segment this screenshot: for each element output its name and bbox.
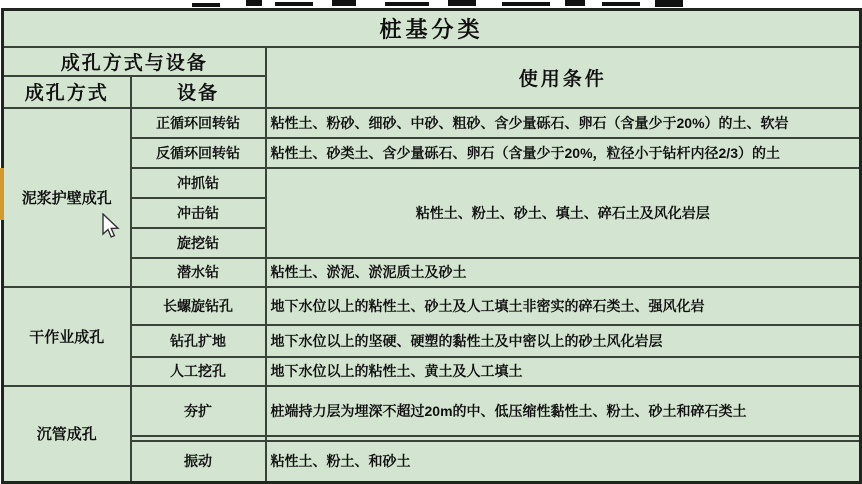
equipment-cell: 冲抓钻 (131, 168, 266, 198)
equipment-cell: 冲击钻 (131, 198, 266, 228)
condition-cell: 粘性土、粉砂、细砂、中砂、粗砂、含少量砾石、卵石（含量少于20%）的土、软岩 (266, 108, 861, 138)
cropped-text-remnant (655, 0, 683, 7)
equipment-cell: 钻孔扩地 (131, 325, 266, 357)
cropped-text-remnant (565, 0, 585, 6)
header-method: 成孔方式 (3, 76, 131, 108)
condition-cell: 地下水位以上的粘性土、黄土及人工填土 (266, 357, 861, 386)
condition-cell: 桩端持力层为埋深不超过20m的中、低压缩性黏性土、粉土、砂土和碎石类土 (266, 386, 861, 436)
condition-cell: 粘性土、粉土、和砂土 (266, 441, 861, 483)
equipment-cell: 振动 (131, 441, 266, 483)
pile-classification-table (1, 8, 860, 482)
condition-cell: 地下水位以上的坚硬、硬塑的黏性土及中密以上的砂土风化岩层 (266, 325, 861, 357)
equipment-cell: 潜水钻 (131, 258, 266, 287)
condition-cell: 粘性土、淤泥、淤泥质土及砂土 (266, 258, 861, 287)
header-conditions: 使用条件 (266, 47, 861, 108)
cropped-text-remnant (246, 0, 262, 6)
cropped-text-remnant-strip (0, 0, 862, 8)
header-equipment: 设备 (131, 76, 266, 108)
cropped-text-remnant (385, 2, 429, 6)
cropped-text-remnant (192, 3, 220, 7)
equipment-cell: 反循环回转钻 (131, 138, 266, 168)
mouse-cursor-icon (100, 213, 120, 241)
condition-cell: 粘性土、粉土、砂土、填土、碎石土及风化岩层 (266, 168, 861, 258)
equipment-cell: 正循环回转钻 (131, 108, 266, 138)
method-cell: 干作业成孔 (3, 287, 131, 386)
method-cell: 泥浆护壁成孔 (3, 108, 131, 287)
cropped-text-remnant (448, 0, 476, 6)
equipment-cell: 旋挖钻 (131, 228, 266, 258)
equipment-cell: 人工挖孔 (131, 357, 266, 386)
left-edge-accent-strip (0, 168, 4, 220)
method-cell: 沉管成孔 (3, 386, 131, 483)
cropped-text-remnant (332, 0, 356, 6)
cropped-text-remnant (602, 2, 640, 6)
equipment-cell: 夯扩 (131, 386, 266, 436)
table-title: 桩基分类 (3, 10, 861, 47)
equipment-cell: 长螺旋钻孔 (131, 287, 266, 325)
cropped-text-remnant (275, 2, 313, 6)
cropped-text-remnant (502, 2, 550, 6)
header-method-equipment-group: 成孔方式与设备 (3, 47, 266, 76)
condition-cell: 粘性土、砂类土、含少量砾石、卵石（含量少于20%，粒径小于钻杆内径2/3）的土 (266, 138, 861, 168)
condition-cell: 地下水位以上的粘性土、砂土及人工填土非密实的碎石类土、强风化岩 (266, 287, 861, 325)
